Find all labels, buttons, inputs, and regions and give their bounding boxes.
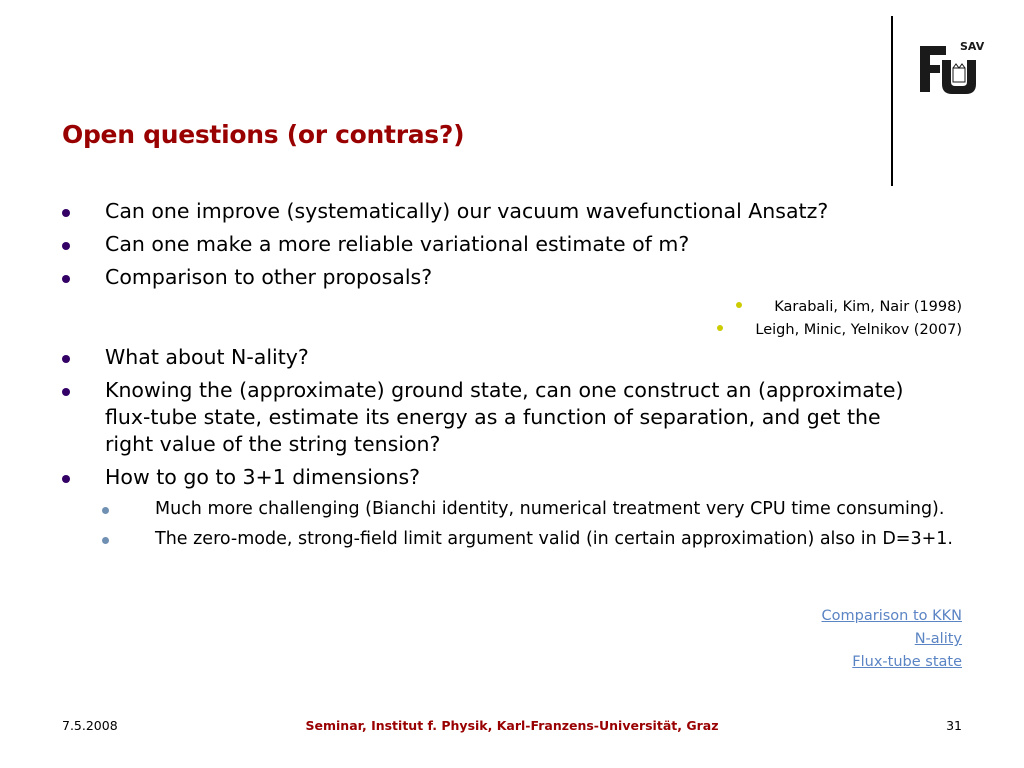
link-comparison-kkn[interactable]: Comparison to KKN [821, 608, 962, 624]
reference-dot [736, 302, 742, 308]
reference-text: Leigh, Minic, Yelnikov (2007) [755, 322, 962, 338]
reference-item [717, 319, 962, 342]
link-flux-tube-state[interactable]: Flux-tube state [852, 654, 962, 670]
bullet-text: Can one make a more reliable variational estimate of m? [105, 232, 690, 256]
sub-bullet-text: The zero-mode, strong-field limit argument valid (in certain approximation) also in D=3+1. [155, 529, 953, 549]
bullet-dot [62, 275, 70, 283]
link-n-ality[interactable]: N-ality [914, 631, 962, 647]
bullet-list-bottom [62, 344, 955, 557]
bullet-item [62, 377, 935, 458]
sub-bullet-item [62, 497, 955, 521]
bullet-item [62, 344, 935, 371]
bullet-dot [62, 475, 70, 483]
footer-date: 7.5.2008 [62, 718, 118, 733]
bullet-dot [62, 388, 70, 396]
bullet-item [62, 231, 935, 258]
bullet-text: Comparison to other proposals? [105, 265, 433, 289]
logo-text: SAV [960, 40, 985, 53]
bullet-item [62, 264, 935, 291]
reference-item [717, 296, 962, 319]
bullet-dot [62, 209, 70, 217]
slide-title: Open questions (or contras?) [62, 120, 465, 149]
bullet-text: Can one improve (systematically) our vacuum wavefunctional Ansatz? [105, 199, 829, 223]
reference-list [717, 296, 962, 342]
page-number: 31 [946, 718, 962, 733]
sub-bullet-item [62, 527, 955, 551]
reference-text: Karabali, Kim, Nair (1998) [774, 299, 962, 315]
bullet-text: What about N-ality? [105, 345, 309, 369]
bullet-text: Knowing the (approximate) ground state, can one construct an (approximate) flux-tube state, estimate its energy as a function of separation, and get the right value of the string tension? [105, 378, 904, 456]
bullet-dot [62, 242, 70, 250]
bullet-item [62, 464, 935, 491]
bullet-list-top [62, 198, 935, 297]
reference-dot [717, 325, 723, 331]
footer-title: Seminar, Institut f. Physik, Karl-Franzens-Universität, Graz [305, 718, 719, 733]
bullet-item [62, 198, 935, 225]
link-list [822, 605, 962, 674]
sub-bullet-dot [102, 507, 109, 514]
fu-sav-logo [916, 38, 988, 96]
header-divider [891, 16, 893, 186]
sub-bullet-text: Much more challenging (Bianchi identity, numerical treatment very CPU time consuming). [155, 499, 945, 519]
bullet-dot [62, 355, 70, 363]
sub-bullet-dot [102, 537, 109, 544]
bullet-text: How to go to 3+1 dimensions? [105, 465, 421, 489]
